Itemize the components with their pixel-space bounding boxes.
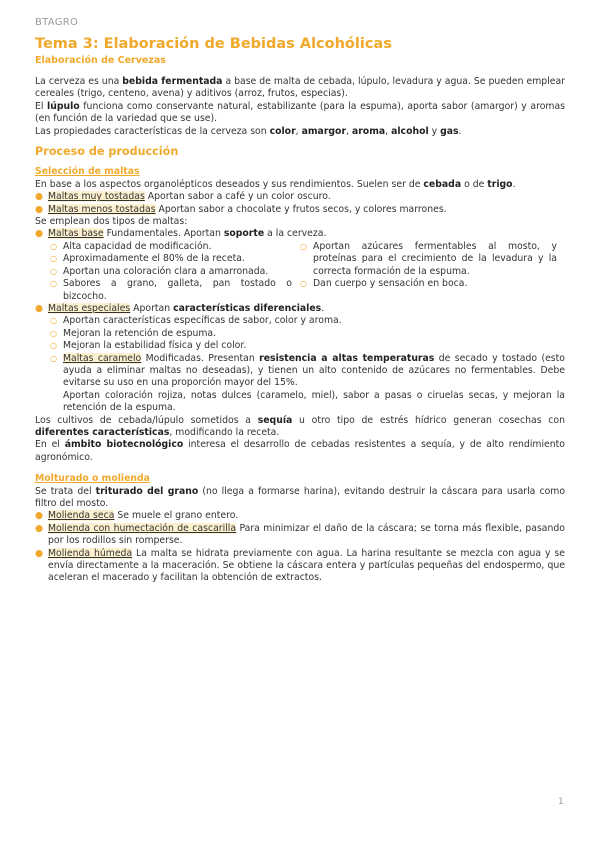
maltas-base-right-column — [300, 241, 565, 303]
circle-bullet-icon: ○ — [50, 254, 57, 264]
circle-bullet-icon: ○ — [50, 241, 57, 251]
intro-paragraph-1: La cerveza es una bebida fermentada a base de malta de cebada, lúpulo, levadura y agua. Se pueden emplear cereales (trigo, centeno, avena) y aditivos (arroz, frutos, especias). — [35, 76, 565, 100]
list-item-menos-tostadas: ● Maltas menos tostadas Aportan sabor a chocolate y frutos secos, y colores marrones. — [35, 203, 447, 215]
circle-bullet-icon: ○ — [50, 279, 57, 289]
sub-list-item: ○ Aproximadamente el 80% de la receta. — [50, 253, 245, 265]
biotec-paragraph: En el ámbito biotecnológico interesa el desarrollo de cebadas resistentes a sequía, y de alto rendimiento agronómico. — [35, 439, 565, 463]
sub-list-item: ○ Dan cuerpo y sensación en boca. — [300, 278, 468, 290]
list-item-molienda-humectacion: ● Molienda con humectación de cascarilla Para minimizar el daño de la cáscara; se torna más flexible, pasando por los rodillos sin romperse. — [35, 522, 565, 547]
list-item-tostadas: ● Maltas muy tostadas Aportan sabor a café y un color oscuro. — [35, 191, 331, 203]
list-item-maltas-especiales: ● Maltas especiales Aportan características diferenciales. — [35, 302, 325, 314]
bullet-icon: ● — [35, 191, 44, 203]
list-item-molienda-humeda: ● Molienda húmeda La malta se hidrata previamente con agua. La harina resultante se mezcla con agua y se envía directamente a la maceración. Se obtiene la cáscara entera y partículas pequeñas del endospermo, que aceleran el macerado y facilitan la obtención de extractos. — [35, 547, 565, 584]
milling-intro: Se trata del triturado del grano (no llega a formarse harina), evitando destruir la cáscara para usarla como filtro del mosto. — [35, 485, 566, 509]
caramelo-detail: Aportan coloración rojiza, notas dulces (caramelo, miel), sabor a pasas o ciruelas secas, y mejoran la retención de la espuma. — [63, 389, 565, 414]
bullet-icon: ● — [35, 228, 44, 240]
circle-bullet-icon: ○ — [50, 266, 57, 276]
page-title: Tema 3: Elaboración de Bebidas Alcohólicas — [35, 36, 392, 52]
bullet-icon: ● — [35, 510, 44, 522]
circle-bullet-icon: ○ — [50, 341, 57, 351]
intro-paragraph-3: Las propiedades características de la cerveza son color, amargor, aroma, alcohol y gas. — [35, 125, 462, 137]
circle-bullet-icon: ○ — [300, 279, 307, 289]
bullet-icon: ● — [35, 547, 44, 559]
sub-list-item: ○ Alta capacidad de modificación. — [50, 240, 212, 252]
sub-list-item-caramelo: ○ Maltas caramelo Modificadas. Presentan resistencia a altas temperaturas de secado y tostado (esto ayuda a eliminar maltas no deseadas), y tienen un alto contenido de azúcares no fermentables. Debe evitarse su uso en una proporción mayor del 15%. — [50, 352, 565, 389]
bullet-icon: ● — [35, 203, 44, 215]
malt-intro: En base a los aspectos organolépticos deseados y sus rendimientos. Suelen ser de cebada o de trigo. — [35, 178, 516, 190]
maltas-base-left-column — [35, 241, 300, 303]
page-subtitle: Elaboración de Cervezas — [35, 55, 166, 66]
circle-bullet-icon: ○ — [50, 316, 57, 326]
sub-list-item: ○ Aportan características específicas de sabor, color y aroma. — [50, 315, 342, 327]
bullet-icon: ● — [35, 522, 44, 534]
sub-list-item: ○ Aportan una coloración clara a amarronada. — [50, 265, 269, 277]
sub-list-item: ○ Aportan azúcares fermentables al mosto, y proteínas para el crecimiento de la levadura y la correcta formación de la espuma. — [300, 240, 557, 277]
circle-bullet-icon: ○ — [50, 353, 57, 363]
list-item-molienda-seca: ● Molienda seca Se muele el grano entero. — [35, 510, 239, 522]
maltas-base-columns — [35, 241, 565, 303]
subheading-milling: Molturado o molienda — [35, 473, 150, 485]
sub-list-item: ○ Sabores a grano, galleta, pan tostado o bizcocho. — [50, 278, 292, 302]
section-heading-production: Proceso de producción — [35, 145, 179, 159]
document-body — [35, 76, 565, 585]
page-number: 1 — [558, 797, 564, 807]
circle-bullet-icon: ○ — [50, 328, 57, 338]
two-types-text: Se emplean dos tipos de maltas: — [35, 216, 188, 228]
header-brand: BTAGRO — [35, 17, 79, 28]
sub-list-item: ○ Mejoran la retención de espuma. — [50, 327, 217, 339]
bullet-icon: ● — [35, 302, 44, 314]
list-item-maltas-base: ● Maltas base Fundamentales. Aportan soporte a la cerveza. — [35, 228, 327, 240]
circle-bullet-icon: ○ — [300, 241, 307, 251]
sub-list-item: ○ Mejoran la estabilidad física y del color. — [50, 340, 247, 352]
intro-paragraph-2: El lúpulo funciona como conservante natural, estabilizante (para la espuma), aporta sabor (amargor) y aromas (en función de la variedad que se use). — [35, 100, 565, 125]
cultivos-paragraph: Los cultivos de cebada/lúpulo sometidos a sequía u otro tipo de estrés hídrico generan cosechas con diferentes características, modificando la receta. — [35, 414, 565, 438]
subheading-malt-selection: Selección de maltas — [35, 166, 140, 178]
